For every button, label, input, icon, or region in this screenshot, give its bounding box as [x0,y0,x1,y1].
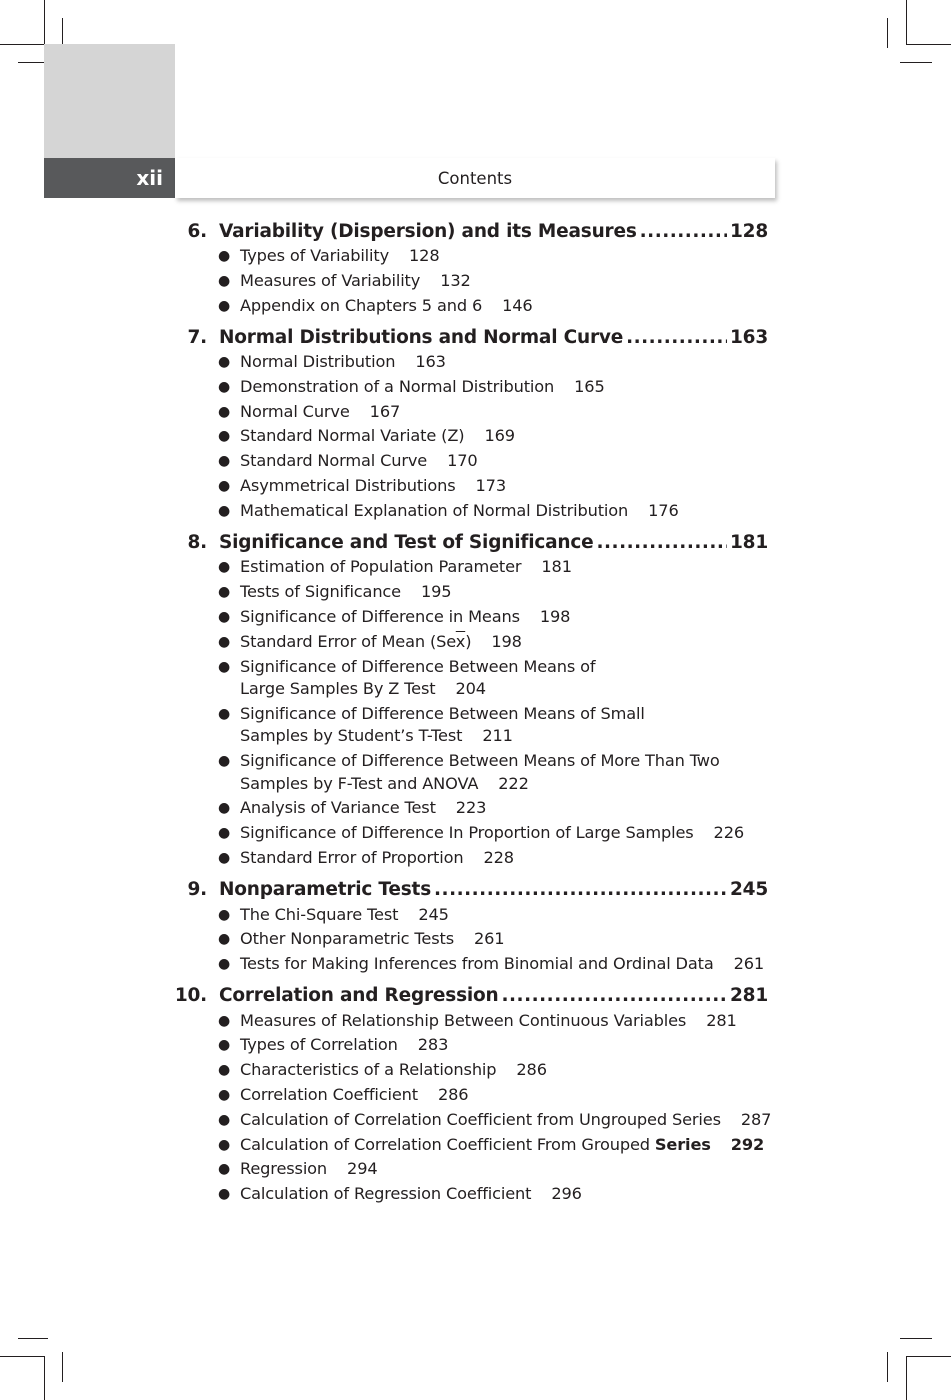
toc-entry [0,606,951,629]
chapter-number: 7. [187,326,207,348]
toc-entry [0,401,951,424]
crop-mark [906,1356,951,1357]
bullet-icon: ● [218,272,231,289]
chapter-number: 10. [174,985,207,1007]
toc-entry [0,953,951,976]
toc-entry [0,351,951,374]
toc-entry [0,656,951,701]
toc-entry [0,904,951,927]
entry-title: Appendix on Chapters 5 and 6 [240,295,483,315]
crop-mark [906,44,951,45]
bullet-icon: ● [218,956,231,973]
bullet-icon: ● [218,1186,231,1203]
entry-page: 245 [418,904,449,924]
bullet-icon: ● [218,478,231,495]
entry-title-close: ) [465,631,472,651]
toc-entry [0,631,951,654]
bullet-icon: ● [218,453,231,470]
chapter-title-line [219,532,768,553]
entry-title: Types of Correlation [240,1035,398,1055]
entry-page: 165 [574,376,605,396]
entry-title-line1: Significance of Difference Between Means of Small [240,703,645,723]
entry-page: 169 [484,426,515,446]
entry-title: Standard Error of Mean (Se [240,631,456,651]
toc-entry [0,500,951,523]
bullet-icon: ● [218,1161,231,1178]
bullet-icon: ● [218,1062,231,1079]
chapter-title-line [219,221,768,242]
toc-entry [0,581,951,604]
entry-page: 286 [437,1085,469,1105]
entry-page: 296 [551,1184,582,1204]
entry-title: Tests for Making Inferences from Binomial and Ordinal Data [240,954,714,974]
entry-page: 228 [483,848,514,868]
toc-entry [0,1183,951,1206]
toc-entry [0,847,951,870]
entry-page: 163 [415,352,446,372]
entry-title: Estimation of Population Parameter [240,557,522,577]
chapter-page: 245 [729,879,768,901]
x-bar-symbol: $\overline{x}$ [455,631,466,651]
running-header [175,158,775,198]
toc-entry [0,556,951,579]
entry-title: Asymmetrical Distributions [240,476,456,496]
entry-page: 261 [733,954,765,974]
entry-title: Types of Variability [240,246,390,265]
chapter-number: 6. [187,220,207,242]
toc-entry [0,270,951,293]
bullet-icon: ● [218,1037,231,1054]
entry-title-line1: Significance of Difference Between Means of More Than Two [240,751,720,771]
chapter-title: Normal Distributions and Normal Curve [219,326,624,348]
chapter-title-line [219,327,768,348]
bullet-icon: ● [218,906,231,923]
entry-title: Significance of Difference In Proportion of Large Samples [240,823,694,843]
chapter-title-line [219,985,768,1006]
toc-entry [0,1059,951,1082]
crop-mark [62,1352,63,1382]
entry-page: 170 [447,451,478,471]
entry-title: Standard Error of Proportion [240,848,464,868]
entry-page: 128 [409,246,440,265]
dot-leader [626,327,727,348]
entry-page: 146 [502,295,533,315]
toc-entry [0,1158,951,1181]
bullet-icon: ● [218,1087,231,1104]
entry-page: 222 [498,773,529,793]
bullet-icon: ● [218,403,231,420]
entry-title: Characteristics of a Relationship [240,1060,497,1080]
chapter-title-line [219,879,768,900]
entry-page: 292 [730,1134,765,1154]
page-number-tab [44,158,175,198]
entry-title: Correlation Coefficient [240,1085,418,1105]
entry-title: Analysis of Variance Test [240,798,436,818]
entry-title: Normal Curve [240,401,350,421]
running-header-title: Contents [437,168,513,188]
toc-chapter [0,323,951,522]
section-list [0,245,951,317]
crop-mark [906,0,907,44]
toc-entry [0,750,951,795]
entry-page: 287 [740,1109,772,1129]
crop-mark [0,1356,44,1357]
entry-page: 281 [706,1010,737,1030]
chapter-heading [0,982,951,1010]
entry-page: 173 [475,476,506,496]
chapter-heading [0,528,951,556]
bullet-icon: ● [218,800,231,817]
dot-leader [434,879,727,900]
bullet-icon: ● [218,705,231,722]
entry-page: 132 [440,270,471,290]
header-gray-block [44,44,175,158]
toc-entry [0,928,951,951]
entry-page: 226 [713,823,744,843]
chapter-title: Significance and Test of Significance [219,531,594,553]
toc-chapter [0,217,951,317]
chapter-title: Nonparametric Tests [219,879,432,901]
bullet-icon: ● [218,428,231,445]
crop-mark [900,1338,932,1339]
toc-entry [0,1109,951,1132]
toc-entry [0,797,951,820]
toc-chapter [0,876,951,976]
chapter-page: 163 [729,326,768,348]
chapter-page: 281 [729,985,768,1007]
crop-mark [900,62,932,63]
section-list [0,351,951,522]
chapter-heading [0,217,951,245]
toc-entry [0,703,951,748]
dot-leader [640,221,727,242]
toc-chapter [0,982,951,1206]
entry-page: 198 [539,606,571,626]
toc-entry [0,475,951,498]
bullet-icon: ● [218,559,231,576]
entry-page: 261 [473,929,505,949]
entry-page: 204 [455,679,486,699]
table-of-contents [0,217,951,1212]
bullet-icon: ● [218,931,231,948]
entry-title: Standard Normal Variate (Z) [240,426,465,446]
dot-leader [502,985,727,1006]
entry-title: Standard Normal Curve [240,451,428,471]
entry-title: Mathematical Explanation of Normal Distribution [240,500,629,520]
entry-title: Calculation of Regression Coefficient [240,1184,532,1204]
entry-title: Other Nonparametric Tests [240,929,454,949]
chapter-number: 8. [187,531,207,553]
bullet-icon: ● [218,248,231,264]
crop-mark [906,1356,907,1400]
entry-page: 223 [455,798,487,818]
entry-title: The Chi-Square Test [240,904,399,924]
crop-mark [0,44,44,45]
bullet-icon: ● [218,584,231,601]
toc-entry [0,245,951,268]
entry-page: 198 [491,631,522,651]
toc-entry [0,376,951,399]
entry-title: Calculation of Correlation Coefficient from Ungrouped Series [240,1109,721,1129]
page-number: xii [136,166,163,190]
entry-page: 211 [482,726,513,746]
bullet-icon: ● [218,850,231,867]
entry-page: 176 [648,500,679,520]
crop-mark [887,1352,888,1382]
chapter-heading [0,876,951,904]
bullet-icon: ● [218,608,231,625]
bullet-icon: ● [218,354,231,371]
bullet-icon: ● [218,753,231,770]
entry-page: 283 [417,1035,449,1055]
toc-entry [0,1010,951,1033]
chapter-number: 9. [187,879,207,901]
entry-title: Samples by Student’s T-Test [240,726,463,746]
entry-page: 294 [347,1159,378,1179]
entry-page: 181 [541,557,572,577]
bullet-icon: ● [218,502,231,519]
bullet-icon: ● [218,378,231,395]
entry-title: Normal Distribution [240,352,396,372]
entry-title: Regression [240,1159,328,1179]
entry-title-bold: Series [654,1134,711,1154]
chapter-page: 181 [729,531,768,553]
entry-title: Measures of Variability [240,270,421,290]
toc-entry [0,1034,951,1057]
toc-chapter [0,528,951,869]
chapter-title: Variability (Dispersion) and its Measures [219,220,637,242]
chapter-page: 128 [729,220,768,242]
crop-mark [887,18,888,48]
bullet-icon: ● [218,1136,231,1153]
section-list [0,556,951,869]
entry-title: Demonstration of a Normal Distribution [240,376,555,396]
entry-page: 167 [369,401,401,421]
crop-mark [18,1338,48,1339]
entry-title: Calculation of Correlation Coefficient From Grouped [240,1134,650,1154]
chapter-title: Correlation and Regression [219,985,499,1007]
bullet-icon: ● [218,658,231,675]
toc-entry [0,425,951,448]
section-list [0,1010,951,1206]
toc-entry [0,450,951,473]
entry-title: Tests of Significance [240,582,401,602]
section-list [0,904,951,976]
entry-title: Samples by F-Test and ANOVA [240,773,479,793]
toc-entry [0,1084,951,1107]
bullet-icon: ● [218,297,231,314]
crop-mark [44,1356,45,1400]
entry-title: Measures of Relationship Between Continuous Variables [240,1010,687,1030]
entry-title: Large Samples By Z Test [240,679,436,699]
bullet-icon: ● [218,1111,231,1128]
bullet-icon: ● [218,825,231,842]
toc-entry [0,1134,951,1157]
toc-entry [0,822,951,845]
toc-entry [0,295,951,318]
entry-page: 195 [421,582,452,602]
chapter-heading [0,323,951,351]
crop-mark [44,0,45,44]
bullet-icon: ● [218,1012,231,1029]
bullet-icon: ● [218,633,231,650]
entry-title: Significance of Difference in Means [240,606,520,626]
dot-leader [596,532,726,553]
entry-title-line1: Significance of Difference Between Means of [240,656,596,676]
entry-page: 286 [516,1060,547,1080]
